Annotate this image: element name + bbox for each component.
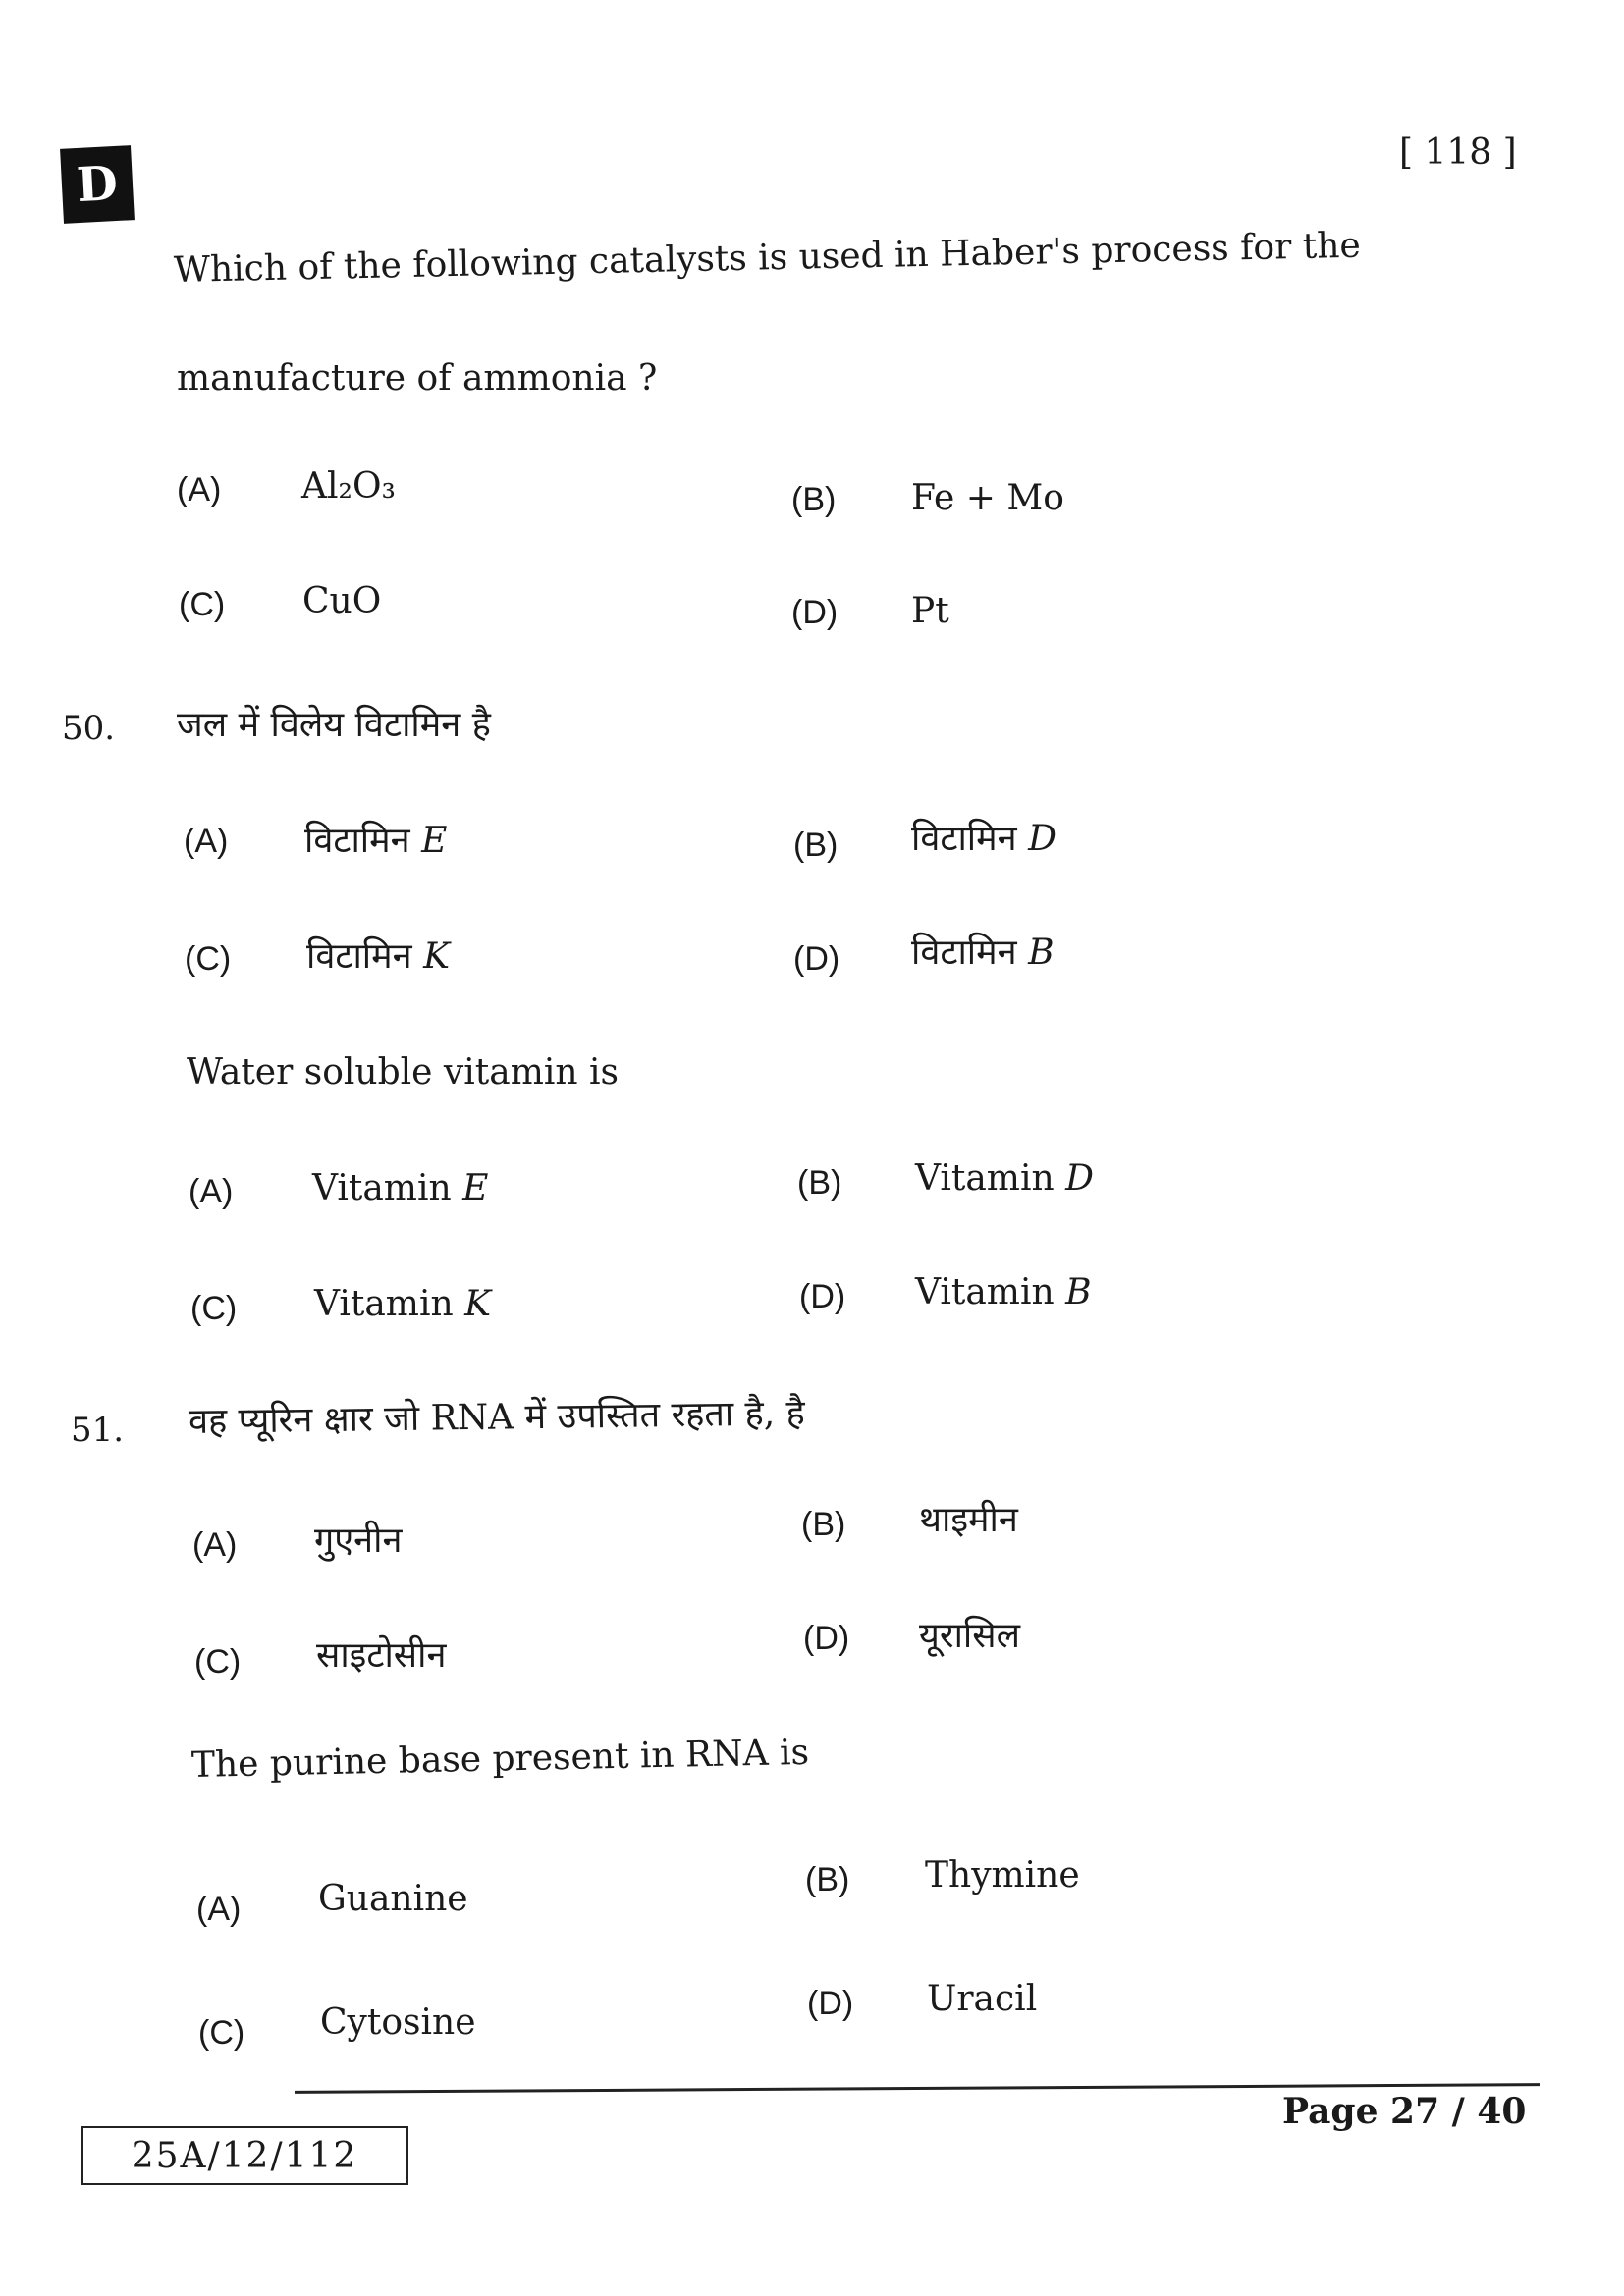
question-text: Water soluble vitamin is (187, 1052, 619, 1093)
question-number: 50. (62, 709, 116, 748)
option-label: (A) (192, 1526, 238, 1564)
option-text: Pt (911, 591, 949, 631)
option-text: Vitamin E (312, 1168, 489, 1208)
option-label: (A) (184, 823, 229, 860)
option-text: साइटोसीन (316, 1635, 447, 1676)
option-text: Vitamin K (314, 1284, 492, 1324)
paper-code-box: 25A/12/112 (81, 2126, 408, 2185)
option-label: (B) (791, 481, 837, 518)
option-label: (A) (189, 1173, 234, 1210)
option-text: थाइमीन (919, 1500, 1018, 1540)
option-text: Vitamin D (915, 1158, 1094, 1199)
option-label: (A) (196, 1891, 242, 1928)
option-label: (D) (793, 940, 840, 978)
page-number: Page 27 / 40 (1282, 2091, 1527, 2132)
option-label: (C) (179, 586, 226, 623)
option-text: विटामिन K (306, 936, 450, 977)
option-text: Thymine (925, 1855, 1080, 1896)
question-text: The purine base present in RNA is (190, 1732, 810, 1786)
option-text: यूरासिल (919, 1616, 1020, 1656)
option-label: (D) (803, 1620, 850, 1657)
question-text: Which of the following catalysts is used in Haber's process for the (173, 225, 1362, 291)
option-label: (C) (190, 1290, 238, 1327)
option-label: (D) (807, 1985, 854, 2022)
option-label: (D) (799, 1278, 846, 1315)
option-text: Uracil (927, 1979, 1038, 2019)
option-text: Guanine (318, 1879, 468, 1919)
option-label: (C) (194, 1643, 242, 1681)
question-text-hindi: वह प्यूरिन क्षार जो RNA में उपस्तित रहता है, है (188, 1393, 806, 1442)
option-text: विटामिन B (911, 933, 1055, 973)
set-badge: D (60, 145, 135, 224)
option-text: Cytosine (320, 2002, 476, 2043)
page-marker: [ 118 ] (1399, 133, 1517, 173)
option-label: (D) (791, 594, 839, 631)
option-text: Fe + Mo (911, 478, 1064, 518)
option-label: (B) (801, 1506, 846, 1543)
option-text: गुएनीन (314, 1521, 403, 1561)
question-number: 51. (71, 1411, 125, 1450)
option-text: CuO (302, 581, 382, 621)
option-label: (C) (185, 940, 232, 978)
option-text: Vitamin B (915, 1272, 1092, 1312)
question-text: manufacture of ammonia ? (177, 358, 658, 399)
option-text: विटामिन E (304, 821, 448, 861)
option-label: (C) (198, 2014, 245, 2052)
option-label: (A) (177, 471, 222, 508)
option-label: (B) (797, 1164, 842, 1201)
question-text-hindi: जल में विलेय विटामिन है (177, 705, 491, 745)
option-text: विटामिन D (911, 819, 1056, 859)
option-text: Al₂O₃ (301, 466, 396, 507)
option-label: (B) (805, 1861, 850, 1898)
option-label: (B) (793, 827, 839, 864)
